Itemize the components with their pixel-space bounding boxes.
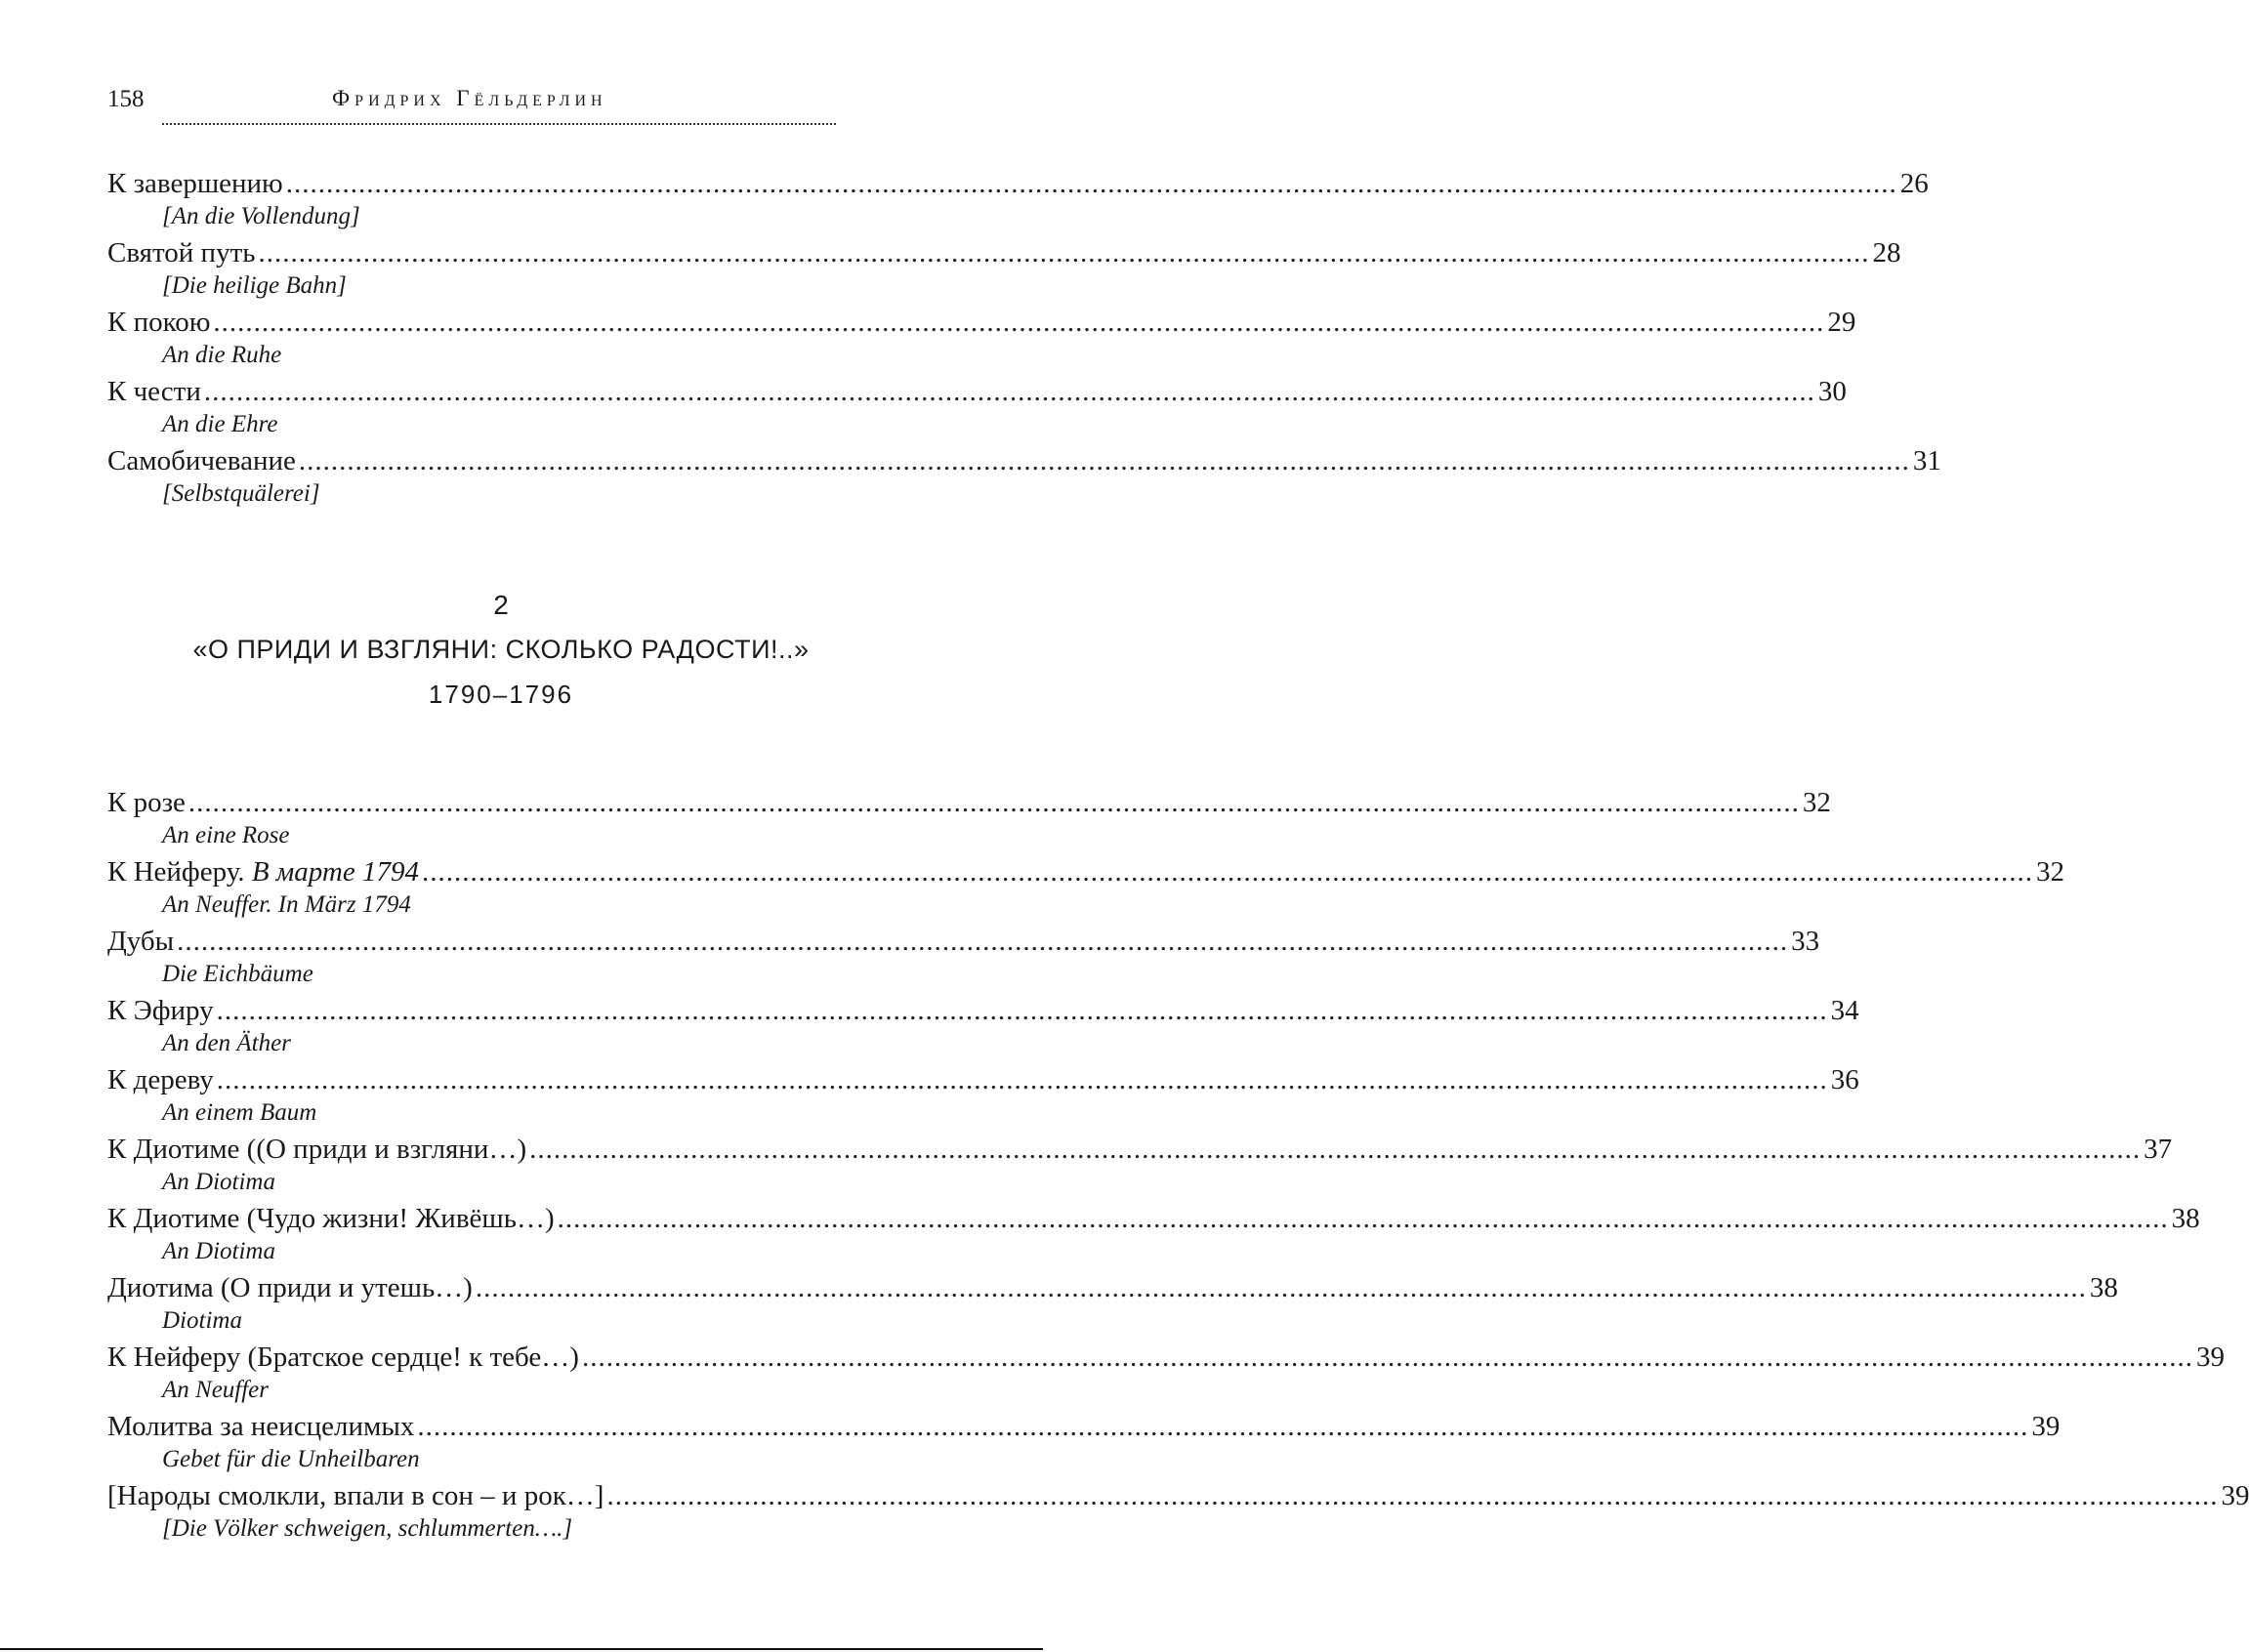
toc-entry[interactable] [107, 374, 1847, 444]
entry-title-ru: [Народы смолкли, впали в сон – и рок…] [107, 1480, 604, 1511]
toc-entry[interactable] [107, 1132, 2173, 1202]
entry-title-de: An Diotima [162, 1169, 275, 1195]
entry-page: 38 [2171, 1203, 2200, 1234]
dot-leader: ........................................................................................................................................................................................................ [298, 445, 1910, 476]
entry-title-ru: К чести [107, 376, 201, 407]
toc-entry[interactable] [107, 785, 1831, 855]
toc-entry[interactable] [107, 443, 1941, 514]
entry-page: 32 [1802, 787, 1831, 818]
dot-leader: ........................................................................................................................................................................................................ [258, 237, 1870, 268]
entry-page: 31 [1912, 445, 1941, 476]
entry-title-de: [Selbstquälerei] [162, 480, 320, 507]
entry-page: 39 [2221, 1480, 2249, 1511]
entry-page: 39 [2195, 1342, 2225, 1373]
entry-title-ru-italic: В марте 1794 [251, 856, 419, 888]
dot-leader: ........................................................................................................................................................................................................ [187, 787, 1800, 818]
entry-title-ru: К завершению [107, 168, 283, 199]
entry-title-de: [An die Vollendung] [162, 203, 360, 229]
entry-page: 32 [2035, 856, 2064, 888]
entry-title-ru: К Диотиме (Чудо жизни! Живёшь…) [107, 1203, 555, 1234]
entry-page: 26 [1899, 168, 1929, 199]
entry-title-ru: Святой путь [107, 237, 256, 268]
dot-leader: ........................................................................................................................................................................................................ [421, 856, 2033, 888]
page-number: 158 [107, 86, 145, 112]
entry-page: 30 [1817, 376, 1847, 407]
entry-title-ru: Дубы [107, 926, 175, 957]
entry-title-ru: К Эфиру [107, 995, 214, 1026]
toc-entry[interactable] [107, 1409, 2061, 1479]
toc-entry[interactable] [107, 235, 1901, 306]
dot-leader: ........................................................................................................................................................................................................ [606, 1480, 2219, 1511]
dot-leader: ........................................................................................................................................................................................................ [557, 1203, 2169, 1234]
toc-entry[interactable] [107, 1062, 1859, 1133]
toc-entry[interactable] [107, 1201, 2200, 1271]
entry-page: 28 [1872, 237, 1901, 268]
entry-title-de: An die Ehre [162, 411, 278, 437]
entry-page: 34 [1830, 995, 1859, 1026]
toc-entry[interactable] [107, 166, 1929, 236]
entry-title-de: [Die Völker schweigen, schlummerten….] [162, 1515, 573, 1542]
entry-page: 38 [2089, 1272, 2118, 1303]
dot-leader: ........................................................................................................................................................................................................ [475, 1272, 2087, 1303]
dot-leader: ........................................................................................................................................................................................................ [581, 1342, 2193, 1373]
entry-title-ru: Диотима (О приди и утешь…) [107, 1272, 473, 1303]
entry-page: 29 [1827, 307, 1856, 338]
entry-title-de: Die Eichbäume [162, 961, 313, 987]
section-title: «О ПРИДИ И ВЗГЛЯНИ: СКОЛЬКО РАДОСТИ!..» [192, 635, 810, 664]
entry-title-ru: К Диотиме ((О приди и взгляни…) [107, 1134, 527, 1165]
entry-page: 33 [1791, 926, 1820, 957]
dot-leader: ........................................................................................................................................................................................................ [213, 307, 1825, 338]
entry-title-de: An die Ruhe [162, 342, 282, 368]
dot-leader: ........................................................................................................................................................................................................ [203, 376, 1815, 407]
dot-leader: ........................................................................................................................................................................................................ [285, 168, 1897, 199]
entry-title-ru: К покою [107, 307, 211, 338]
section-number: 2 [493, 590, 509, 620]
entry-title-ru: К розе [107, 787, 186, 818]
entry-page: 36 [1830, 1064, 1859, 1095]
section-years: 1790–1796 [428, 680, 574, 709]
page-bottom-edge [0, 1648, 1043, 1650]
toc-entry[interactable] [107, 1340, 2225, 1410]
header-dotted-rule [162, 123, 836, 125]
entry-title-de: Gebet für die Unheilbaren [162, 1446, 420, 1472]
entry-title-de: An Diotima [162, 1238, 275, 1264]
dot-leader: ........................................................................................................................................................................................................ [417, 1411, 2029, 1442]
toc-entry[interactable] [107, 1478, 2249, 1549]
toc-entry[interactable] [107, 924, 1820, 994]
dot-leader: ........................................................................................................................................................................................................ [529, 1134, 2142, 1165]
dot-leader: ........................................................................................................................................................................................................ [216, 995, 1828, 1026]
entry-title-de: Diotima [162, 1307, 242, 1334]
entry-title-de: [Die heilige Bahn] [162, 272, 347, 299]
toc-entry[interactable] [107, 1270, 2118, 1341]
entry-page: 37 [2144, 1134, 2173, 1165]
running-title: Фридрих Гёльдерлин [332, 86, 607, 110]
entry-title-ru: К дереву [107, 1064, 214, 1095]
entry-title-de: An den Äther [162, 1030, 291, 1056]
entry-title-de: An Neuffer [162, 1377, 270, 1403]
toc-entry[interactable] [107, 993, 1859, 1063]
dot-leader: ........................................................................................................................................................................................................ [216, 1064, 1828, 1095]
entry-title-ru: К Нейферу (Братское сердце! к тебе…) [107, 1342, 579, 1373]
entry-title-ru: К Нейферу. В марте 1794 [107, 856, 419, 888]
entry-title-ru: Молитва за неисцелимых [107, 1411, 415, 1442]
entry-title-de: An Neuffer. In März 1794 [162, 891, 411, 918]
toc-entry[interactable] [107, 854, 2064, 925]
entry-title-de: An eine Rose [162, 822, 290, 848]
entry-title-ru: Самобичевание [107, 445, 296, 476]
entry-title-de: An einem Baum [162, 1099, 317, 1126]
running-header [107, 86, 840, 125]
dot-leader: ........................................................................................................................................................................................................ [177, 926, 1789, 957]
entry-page: 39 [2031, 1411, 2061, 1442]
toc-entry[interactable] [107, 305, 1856, 375]
